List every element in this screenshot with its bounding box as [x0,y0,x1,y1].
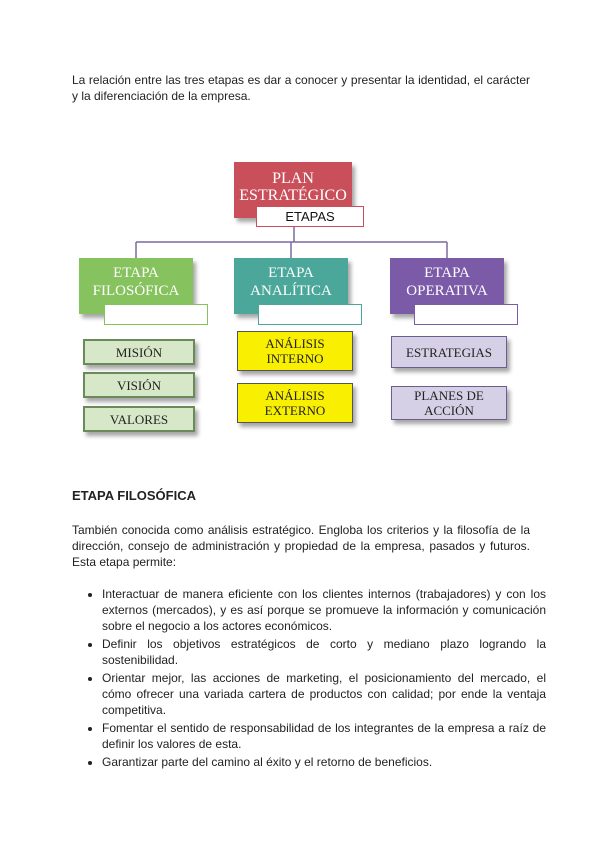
item-vision: VISIÓN [83,372,195,398]
item-estrategias: ESTRATEGIAS [391,336,507,368]
stage-analitica-sub [258,304,362,325]
stage-operativa: ETAPA OPERATIVA [390,258,504,314]
list-item: • Interactuar de manera eficiente con los clientes internos (trabajadores) y con los externos (mercados), y es así porque se promueve la información y comunicación sobre el negocio a los actores económicos. [102,586,546,634]
item-planes-de-accion: PLANES DE ACCIÓN [391,386,507,420]
section-paragraph: También conocida como análisis estratégico. Engloba los criterios y la filosofía de la dirección, consejo de administración y propiedad de la empresa, pasados y futuros. Esta etapa permite: [72,523,530,569]
stage-operativa-sub [414,304,518,325]
bullet-list [84,586,546,772]
list-item: • Fomentar el sentido de responsabilidad de los integrantes de la empresa a raíz de definir los valores de esta. [102,720,546,752]
stage-analitica: ETAPA ANALÍTICA [234,258,348,314]
item-valores: VALORES [83,406,195,432]
stage-filosofica: ETAPA FILOSÓFICA [79,258,193,314]
plan-estrategico-box: PLAN ESTRATÉGICO [234,162,352,218]
list-item: • Definir los objetivos estratégicos de corto y mediano plazo logrando la sostenibilidad. [102,636,546,668]
intro-paragraph: La relación entre las tres etapas es dar a conocer y presentar la identidad, el carácter y la diferenciación de la empresa. [72,73,530,103]
item-mision: MISIÓN [83,339,195,365]
section-heading: ETAPA FILOSÓFICA [72,488,196,503]
list-item: • Garantizar parte del camino al éxito y el retorno de beneficios. [102,754,546,770]
item-analisis-interno: ANÁLISIS INTERNO [237,331,353,371]
list-item: • Orientar mejor, las acciones de marketing, el posicionamiento del mercado, el cómo ofrecer una variada cartera de productos con calidad; por ende la ventaja competitiva. [102,670,546,718]
item-analisis-externo: ANÁLISIS EXTERNO [237,383,353,423]
etapas-label: ETAPAS [256,206,364,227]
stage-filosofica-sub [104,304,208,325]
